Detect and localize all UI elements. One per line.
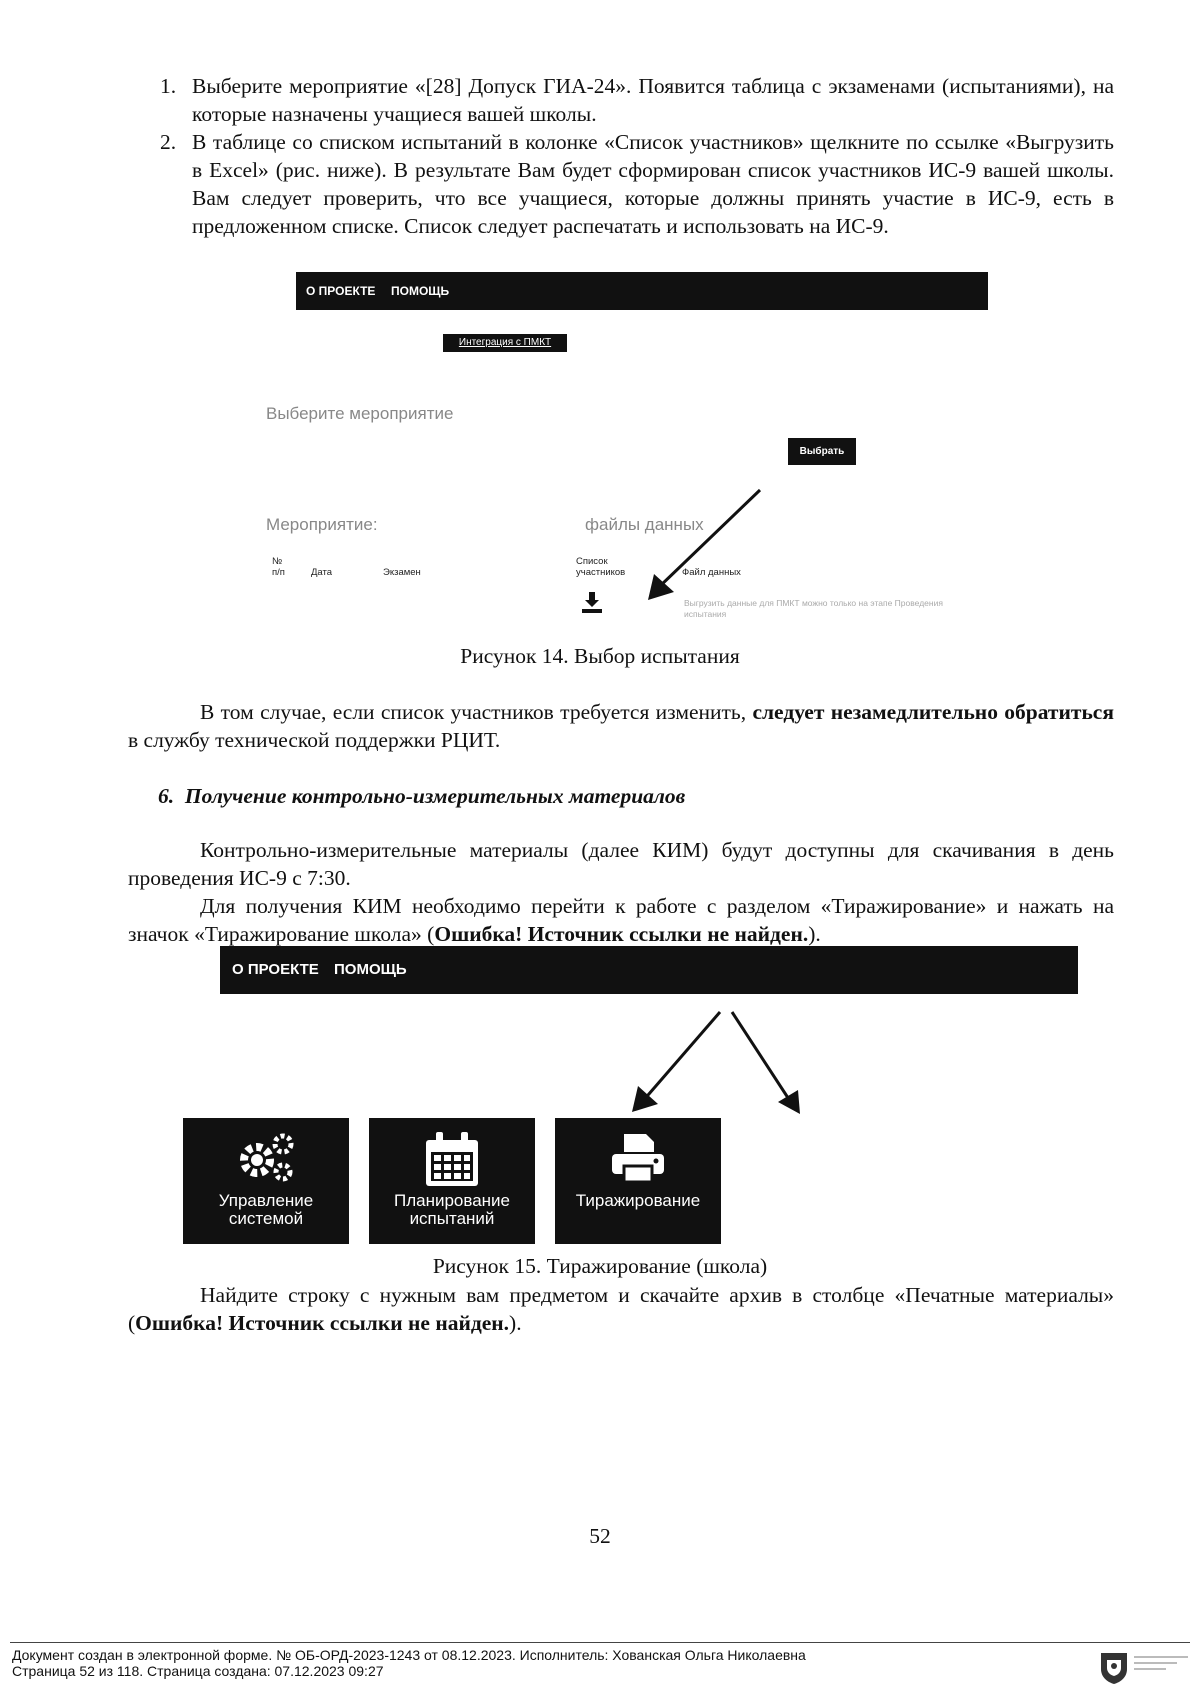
col-header-participants: Список участников xyxy=(576,556,626,578)
event-label: Мероприятие: xyxy=(266,515,378,534)
figure-15-caption: Рисунок 15. Тиражирование (школа) xyxy=(432,1254,768,1278)
list-item xyxy=(160,128,1114,240)
files-label: файлы данных xyxy=(585,515,704,534)
reference-error: Ошибка! Источник ссылки не найден. xyxy=(434,922,809,946)
footer-divider xyxy=(10,1642,1190,1643)
nav-about[interactable]: О ПРОЕКТЕ xyxy=(306,284,376,298)
pmkt-integration-link[interactable]: Интеграция с ПМКТ xyxy=(443,334,567,352)
arrows-icon xyxy=(620,1008,810,1118)
download-icon[interactable] xyxy=(580,590,604,614)
tile-system-management[interactable] xyxy=(183,1118,349,1244)
nav-about[interactable]: О ПРОЕКТЕ xyxy=(232,961,319,978)
gears-icon xyxy=(235,1132,297,1184)
tile-test-planning[interactable] xyxy=(369,1118,535,1244)
page-number: 52 xyxy=(589,1524,611,1548)
col-header-exam: Экзамен xyxy=(383,567,421,578)
list-item-number: 2. xyxy=(160,130,177,154)
emphasis: следует незамедлительно обратиться xyxy=(752,700,1114,724)
tile-label-line1: Управление xyxy=(218,1191,314,1210)
col-header-num: № п/п xyxy=(272,556,285,578)
reference-error: Ошибка! Источник ссылки не найден. xyxy=(135,1311,510,1335)
select-button[interactable]: Выбрать xyxy=(788,438,856,465)
list-item-number: 1. xyxy=(160,74,177,98)
arrow-icon xyxy=(640,488,770,608)
coat-of-arms-icon xyxy=(1098,1650,1130,1686)
paragraph-list-change: В том случае, если список участников требуется изменить, следует незамедлительно обратиться в службу технической поддержки РЦИТ. xyxy=(128,700,1114,752)
datafile-note: Выгрузить данные для ПМКТ можно только на этапе Проведения испытания xyxy=(684,598,943,619)
tile-label-line2: испытаний xyxy=(409,1209,495,1228)
col-header-date: Дата xyxy=(311,567,333,578)
section-heading: 6. Получение контрольно-измерительных материалов xyxy=(158,784,686,808)
footer xyxy=(12,1647,806,1679)
figure-14-caption: Рисунок 14. Выбор испытания xyxy=(460,644,740,668)
tile-label-line2: системой xyxy=(228,1209,304,1228)
list-item xyxy=(160,72,1114,128)
col-header-datafile: Файл данных xyxy=(682,567,741,578)
tile-replication[interactable] xyxy=(555,1118,721,1244)
nav-help[interactable]: ПОМОЩЬ xyxy=(334,961,407,978)
footer-line-1: Документ создан в электронной форме. № ОБ-ОРД-2023-1243 от 08.12.2023. Исполнитель: Хованская Ольга Николаевна xyxy=(12,1647,806,1663)
issuer-mark xyxy=(1134,1652,1188,1674)
paragraph-kim-access: Для получения КИМ необходимо перейти к работе с разделом «Тиражирование» и нажать на значок «Тиражирование школа» (Ошибка! Источник ссылки не найден.). xyxy=(128,894,1114,946)
tile-label: Тиражирование xyxy=(575,1191,701,1210)
list-item-text: В таблице со списком испытаний в колонке «Список участников» щелкните по ссылке «Выгрузить в Excel» (рис. ниже). В результате Вам будет сформирован список участников ИС-9 вашей школы. Вам следует проверить, что все учащиеся, которые должны принять участие в ИС-9, есть в предложенном списке. Список следует распечатать и использовать на ИС-9. xyxy=(192,130,1114,238)
printer-icon xyxy=(610,1132,666,1184)
nav-help[interactable]: ПОМОЩЬ xyxy=(391,284,450,298)
calendar-icon xyxy=(422,1132,482,1188)
paragraph-kim-availability: Контрольно-измерительные материалы (далее КИМ) будут доступны для скачивания в день проведения ИС-9 с 7:30. xyxy=(128,838,1114,890)
fig14-navbar xyxy=(296,272,988,310)
fig15-navbar xyxy=(220,946,1078,994)
tile-label-line1: Планирование xyxy=(393,1191,511,1210)
footer-line-2: Страница 52 из 118. Страница создана: 07.12.2023 09:27 xyxy=(12,1663,384,1679)
list-item-text: Выберите мероприятие «[28] Допуск ГИА-24». Появится таблица с экзаменами (испытаниями), на которые назначены учащиеся вашей школы. xyxy=(192,74,1114,126)
select-event-label: Выберите мероприятие xyxy=(266,404,454,423)
paragraph-download-archive: Найдите строку с нужным вам предметом и скачайте архив в столбце «Печатные материалы» (Ошибка! Источник ссылки не найден.). xyxy=(128,1283,1114,1335)
instruction-list xyxy=(160,72,1114,240)
